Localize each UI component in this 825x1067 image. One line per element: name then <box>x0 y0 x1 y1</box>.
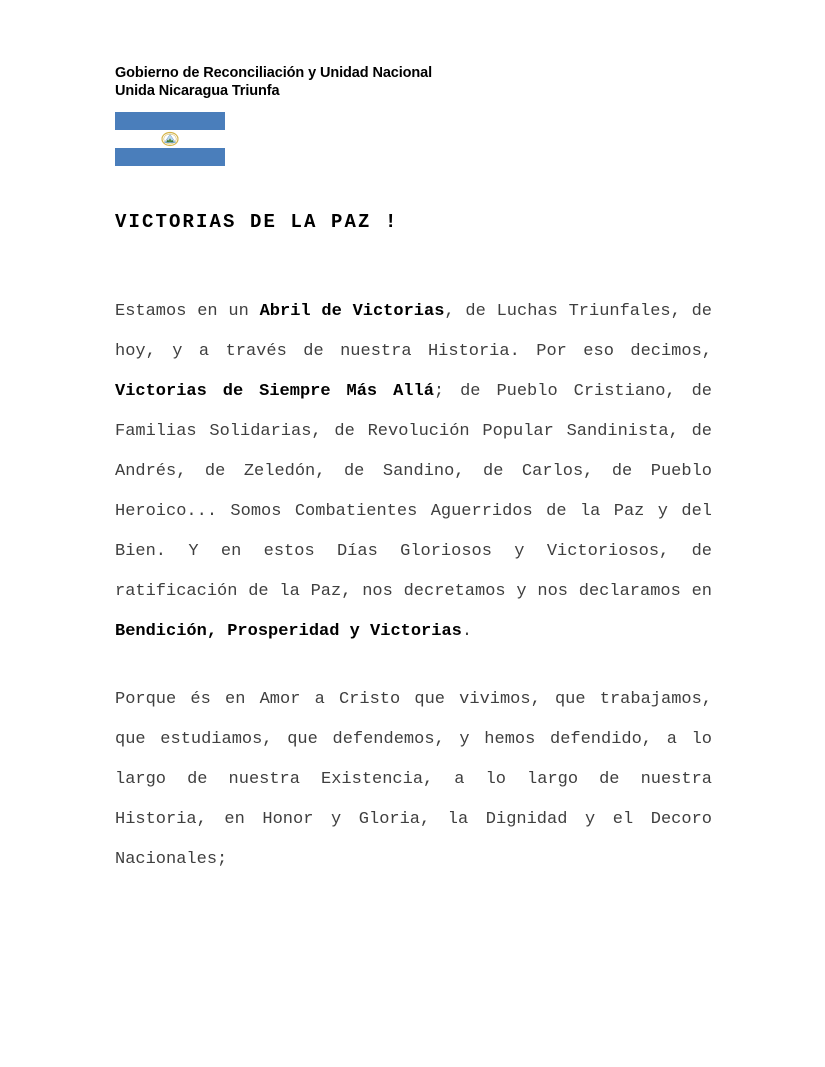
body-text: . <box>461 622 473 641</box>
paragraph <box>115 292 712 652</box>
document-body <box>115 292 712 880</box>
emphasis-text: Abril de Victorias <box>259 302 445 321</box>
body-text: , de Luchas Triunfales, de hoy, y a través de nuestra Historia. Por eso decimos, <box>115 302 712 361</box>
emphasis-text: Bendición, Prosperidad y Victorias <box>115 622 462 641</box>
nicaragua-flag-icon <box>115 112 225 166</box>
flag-band-top <box>115 112 225 130</box>
page-title: VICTORIAS DE LA PAZ ! <box>115 211 399 233</box>
emphasis-text: Victorias de Siempre Más Allá <box>115 382 434 401</box>
flag-band-bottom <box>115 148 225 166</box>
letterhead-line-2: Unida Nicaragua Triunfa <box>115 83 280 99</box>
body-text: ; de Pueblo Cristiano, de Familias Solidarias, de Revolución Popular Sandinista, de Andrés, de Zeledón, de Sandino, de Carlos, de Pueblo Heroico... Somos Combatientes Aguerridos de la Paz y del Bien. Y en estos Días Gloriosos y Victoriosos, de ratificación de la Paz, nos decretamos y nos declaramos en <box>115 382 712 601</box>
coat-of-arms-icon <box>162 132 179 147</box>
body-text: Estamos en un <box>115 302 260 321</box>
paragraph <box>115 680 712 880</box>
letterhead-line-1: Gobierno de Reconciliación y Unidad Nacional <box>115 65 433 81</box>
flag-band-middle <box>115 130 225 148</box>
body-text: Porque és en Amor a Cristo que vivimos, que trabajamos, que estudiamos, que defendemos, y hemos defendido, a lo largo de nuestra Existencia, a lo largo de nuestra Historia, en Honor y Gloria, la Dignidad y el Decoro Nacionales; <box>115 690 712 869</box>
letterhead <box>115 64 755 100</box>
